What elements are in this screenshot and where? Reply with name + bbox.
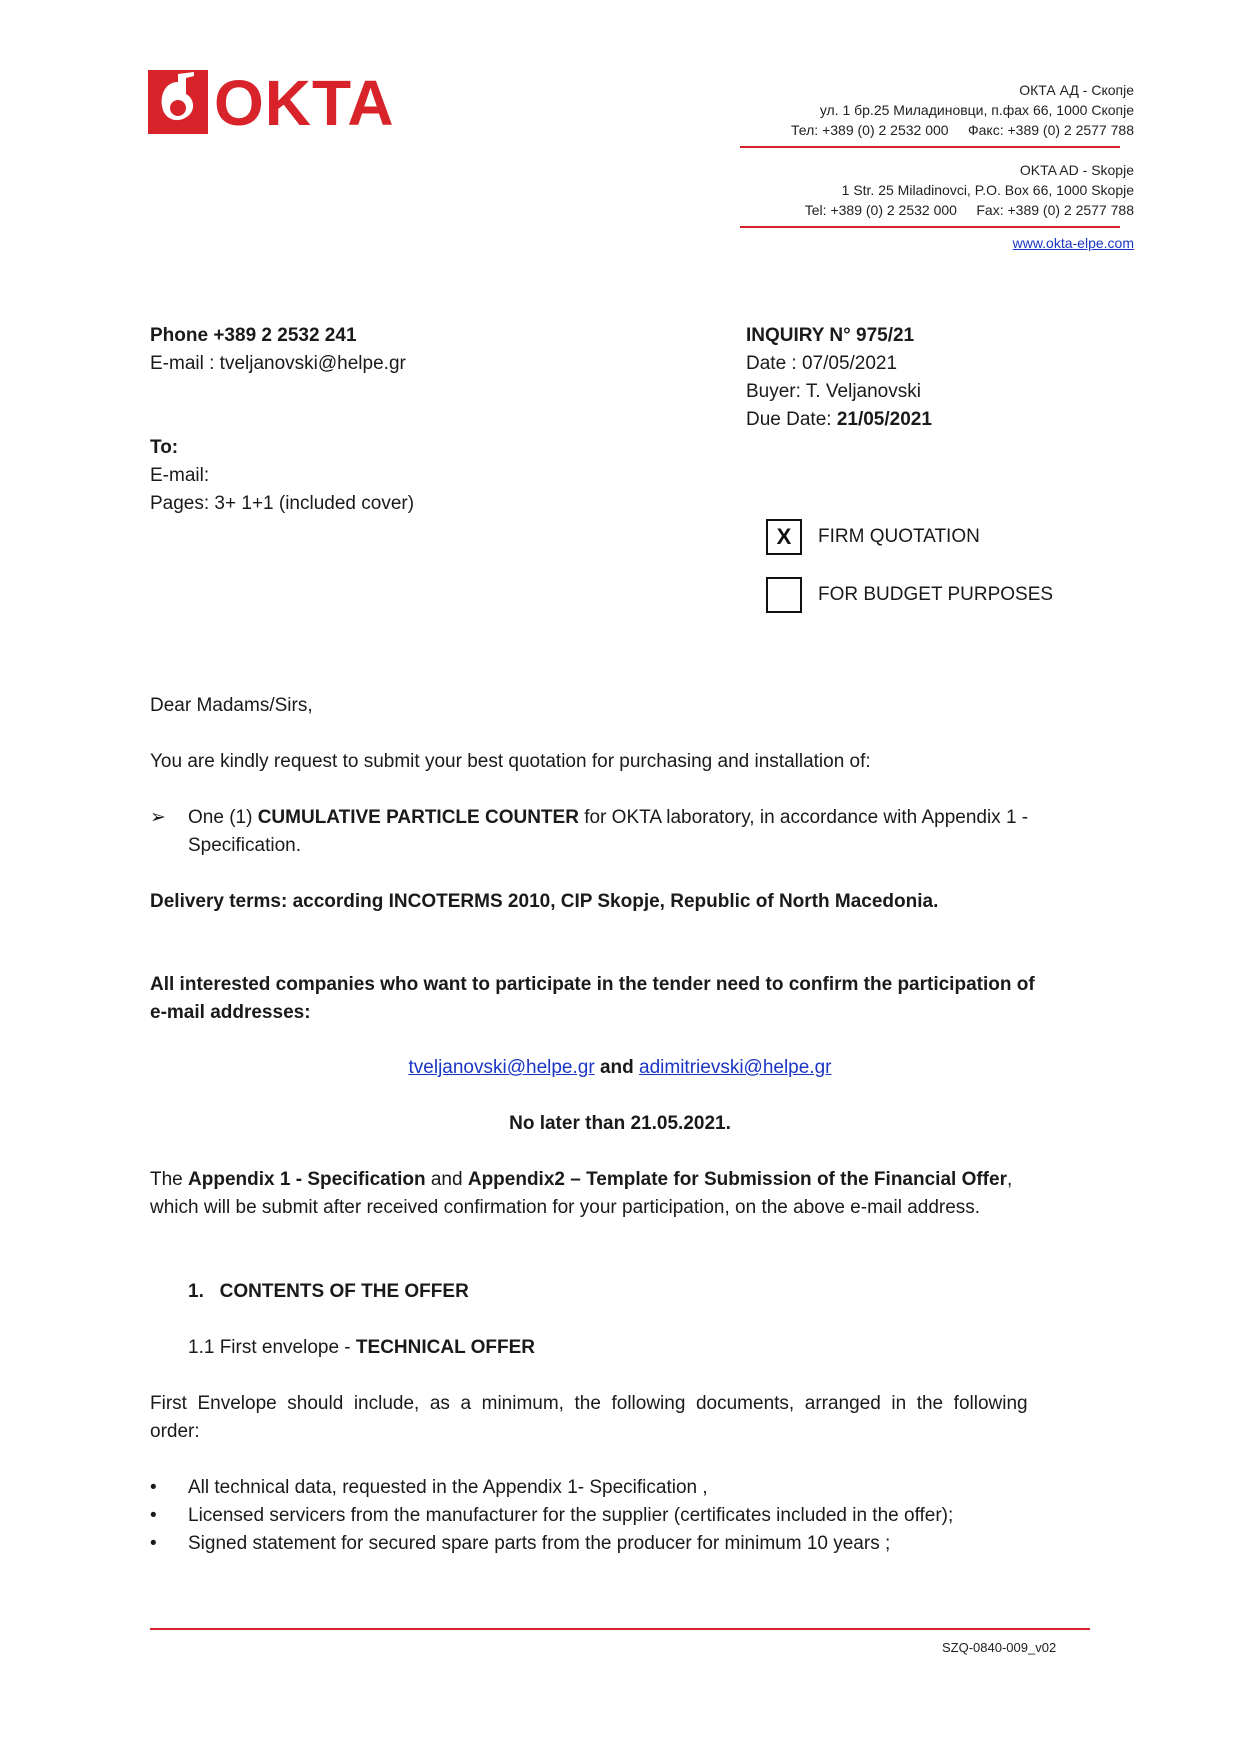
envelope-line2: order: <box>150 1421 200 1442</box>
appendix2-name: Appendix2 – Template for Submission of the Financial Offer <box>467 1169 1007 1190</box>
to-email: E-mail: <box>150 465 210 486</box>
appendix-line2: which will be submit after received confirmation for your participation, on the above e-mail address. <box>150 1197 981 1218</box>
envelope-line1: First Envelope should include, as a minimum, the following documents, arranged in the following <box>150 1393 1028 1414</box>
deadline: No later than 21.05.2021. <box>509 1113 731 1134</box>
request-text: You are kindly request to submit your best quotation for purchasing and installation of: <box>150 751 871 772</box>
due-date-label: Due Date: <box>746 409 837 430</box>
list-item <box>150 1474 1090 1502</box>
contact-email: E-mail : tveljanovski@helpe.gr <box>150 353 406 374</box>
requested-item <box>150 804 1090 860</box>
document-code: SZQ-0840-009_v02 <box>942 1640 1057 1655</box>
list-item-text: All technical data, requested in the Appendix 1- Specification , <box>188 1477 708 1498</box>
email-link-2[interactable]: adimitrievski@helpe.gr <box>639 1057 832 1078</box>
firm-quotation-checkbox[interactable]: X <box>766 519 802 555</box>
appendix-comma: , <box>1006 1169 1013 1190</box>
inquiry-block <box>746 322 932 434</box>
item-prefix: One (1) <box>188 807 258 828</box>
appendix-the: The <box>150 1169 189 1190</box>
inquiry-buyer: Buyer: T. Veljanovski <box>746 381 921 402</box>
address-mk-line1: ОКТА АД - Скопје <box>1019 82 1134 98</box>
list-item-text: Licensed servicers from the manufacturer for the supplier (certificates included in the offer); <box>188 1505 954 1526</box>
address-mk-line3: Тел: +389 (0) 2 2532 000 Факс: +389 (0) 2 2577 788 <box>791 122 1134 138</box>
budget-purposes-checkbox[interactable] <box>766 577 802 613</box>
list-item-text: Signed statement for secured spare parts from the producer for minimum 10 years ; <box>188 1533 891 1554</box>
participation-notice <box>150 971 1090 1027</box>
appendix-paragraph <box>150 1166 1090 1222</box>
envelope-paragraph <box>150 1390 1090 1446</box>
appendix1-name: Appendix 1 - Specification <box>188 1169 426 1190</box>
website-link-wrap <box>1013 235 1134 251</box>
participation-line2: e-mail addresses: <box>150 1002 311 1023</box>
list-item <box>150 1502 1090 1530</box>
firm-quotation-label: FIRM QUOTATION <box>818 526 980 547</box>
option-firm-quotation[interactable] <box>766 519 980 555</box>
budget-purposes-label: FOR BUDGET PURPOSES <box>818 584 1054 605</box>
email-link-1[interactable]: tveljanovski@helpe.gr <box>408 1057 595 1078</box>
contact-phone: Phone +389 2 2532 241 <box>150 325 357 346</box>
item-line2: Specification. <box>188 835 302 856</box>
contact-block <box>150 322 406 378</box>
arrow-bullet-icon: ➢ <box>150 807 166 828</box>
section-1-1-heading <box>188 1334 535 1362</box>
address-mk-line2: ул. 1 бр.25 Миладиновци, п.фах 66, 1000 Скопје <box>819 102 1134 118</box>
bullet-icon: • <box>150 1533 157 1554</box>
greeting: Dear Madams/Sirs, <box>150 695 313 716</box>
requirements-list <box>150 1474 1090 1558</box>
website-link[interactable]: www.okta-elpe.com <box>1012 235 1134 251</box>
logo-wordmark: OKTA <box>214 67 395 139</box>
to-label: To: <box>150 437 179 458</box>
footer-divider <box>150 1628 1090 1630</box>
address-block-en <box>805 160 1134 220</box>
item-name: CUMULATIVE PARTICLE COUNTER <box>257 807 579 828</box>
okta-logo <box>148 68 408 138</box>
email-and: and <box>594 1057 640 1078</box>
email-addresses <box>0 1054 1240 1082</box>
due-date-value: 21/05/2021 <box>836 409 932 430</box>
address-en-line1: OKTA AD - Skopje <box>1019 162 1134 178</box>
section-1-1-prefix: 1.1 First envelope - <box>188 1337 356 1358</box>
section-1-1-title: TECHNICAL OFFER <box>355 1337 536 1358</box>
header-divider-1 <box>740 146 1120 148</box>
option-budget-purposes[interactable] <box>766 577 1053 613</box>
bullet-icon: • <box>150 1505 157 1526</box>
participation-line1: All interested companies who want to participate in the tender need to confirm the participation of <box>150 974 1035 995</box>
item-suffix: for OKTA laboratory, in accordance with Appendix 1 - <box>578 807 1029 828</box>
to-pages: Pages: 3+ 1+1 (included cover) <box>150 493 415 514</box>
header-divider-2 <box>740 226 1120 228</box>
address-block-mk <box>791 80 1134 140</box>
section-1-heading: 1. CONTENTS OF THE OFFER <box>188 1281 469 1302</box>
list-item <box>150 1530 1090 1558</box>
address-en-line2: 1 Str. 25 Miladinovci, P.O. Box 66, 1000 Skopje <box>841 182 1134 198</box>
inquiry-due-date <box>746 406 932 434</box>
inquiry-number: INQUIRY N° 975/21 <box>746 325 915 346</box>
recipient-block <box>150 434 414 518</box>
delivery-terms: Delivery terms: according INCOTERMS 2010, CIP Skopje, Republic of North Macedonia. <box>150 891 939 912</box>
appendix-and: and <box>425 1169 468 1190</box>
address-en-line3: Tel: +389 (0) 2 2532 000 Fax: +389 (0) 2 2577 788 <box>804 202 1134 218</box>
inquiry-date: Date : 07/05/2021 <box>746 353 898 374</box>
bullet-icon: • <box>150 1477 157 1498</box>
